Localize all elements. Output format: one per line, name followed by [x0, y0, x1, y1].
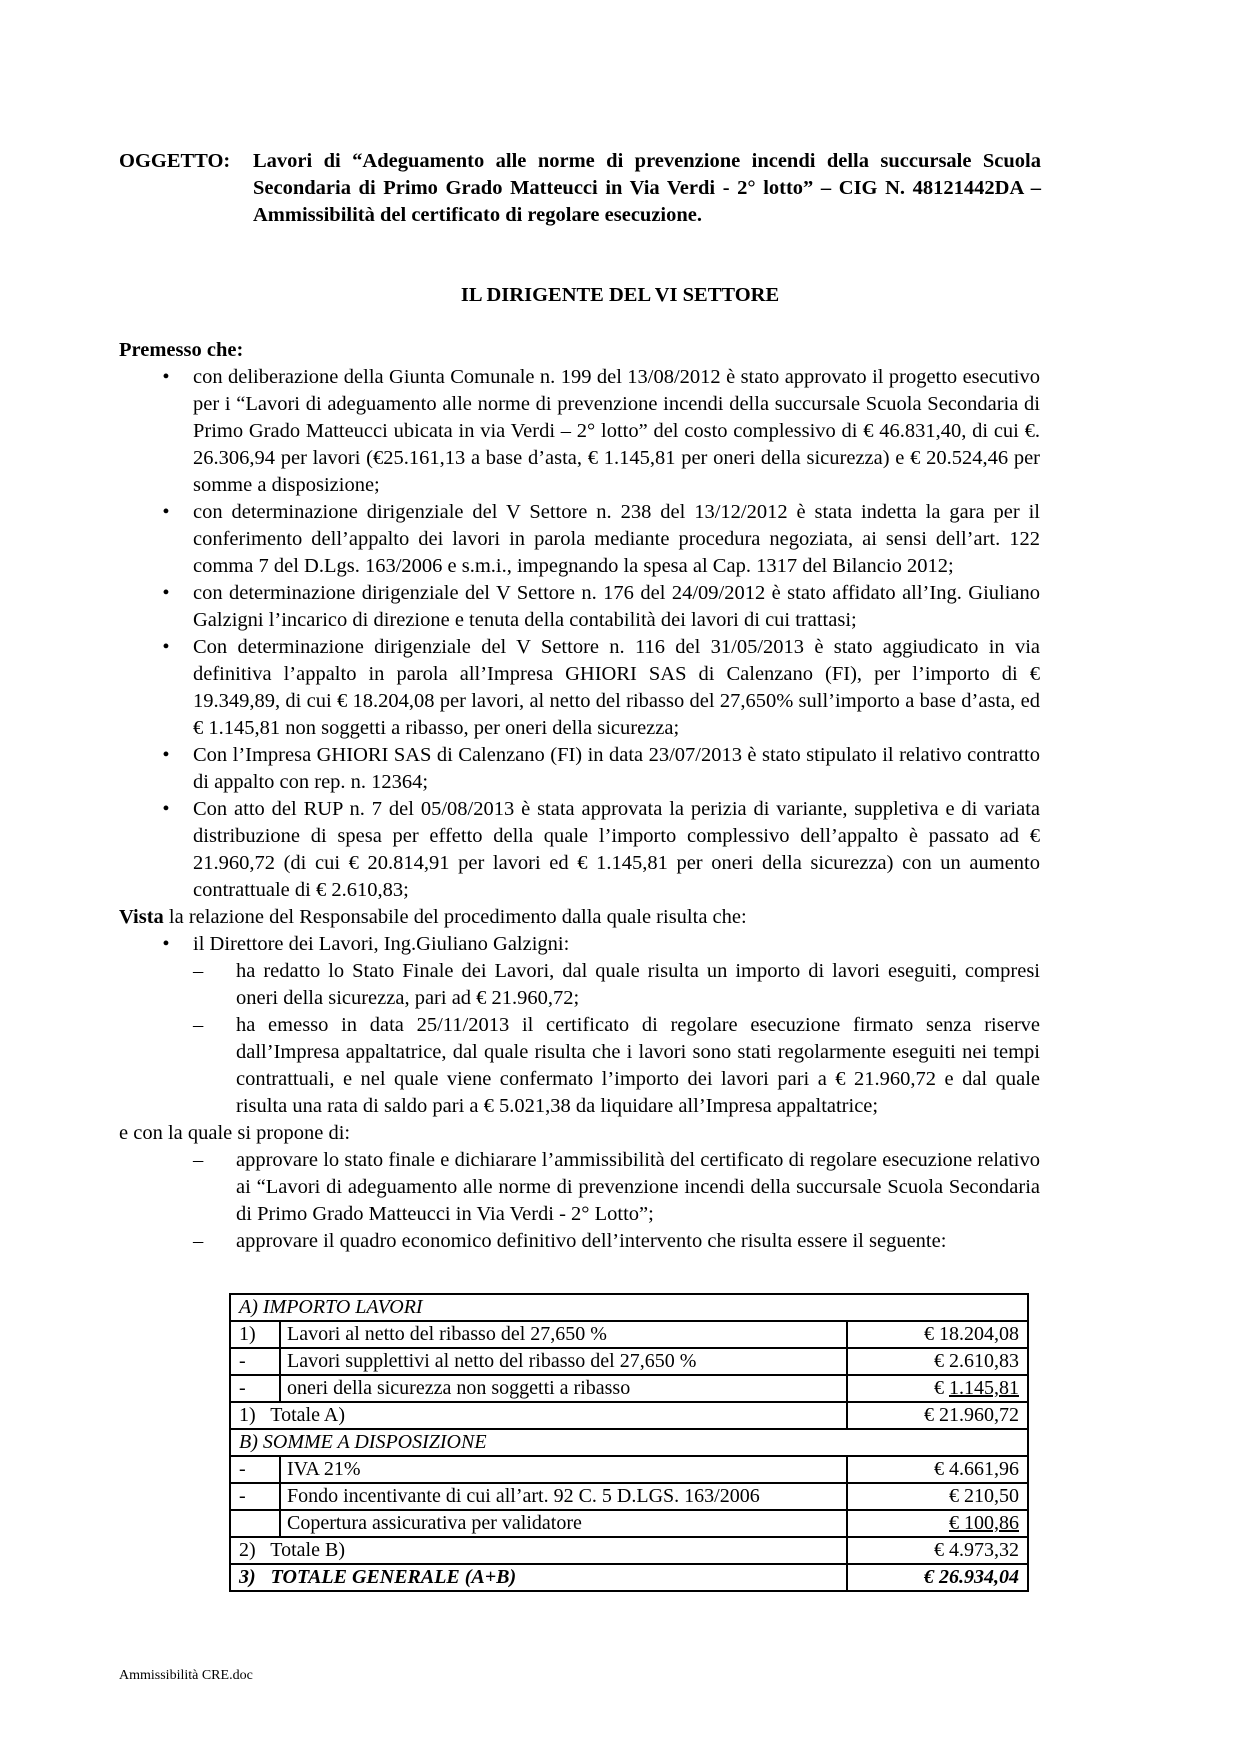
- section-heading: IL DIRIGENTE DEL VI SETTORE: [460, 284, 780, 306]
- bullet-icon: •: [162, 744, 170, 766]
- section-b-title: B) SOMME A DISPOSIZIONE: [230, 1429, 1028, 1456]
- bullet-icon: •: [162, 366, 170, 388]
- total-a-amount: € 21.960,72: [847, 1402, 1028, 1429]
- propone-lead: e con la quale si propone di:: [119, 1122, 351, 1144]
- bullet-icon: •: [162, 798, 170, 820]
- list-item: – approvare lo stato finale e dichiarare l’ammissibilità del certificato di regolare esecuzione relativo ai “Lavori di adeguamento alle norme di prevenzione incendi della succursale Scuola Secondaria di Primo Grado Matteucci in Via Verdi - 2° Lotto”;: [193, 1149, 1040, 1225]
- subject-block: [119, 148, 1041, 229]
- total-a-label: 1) Totale A): [230, 1402, 847, 1429]
- list-item: – ha emesso in data 25/11/2013 il certificato di regolare esecuzione firmato senza riserve dall’Impresa appaltatrice, dal quale risulta che i lavori sono stati regolarmente eseguiti nei tempi contrattuali, e nel quale viene confermato l’importo dei lavori pari a € 21.960,72 e dal quale risulta una rata di saldo pari a € 5.021,38 da liquidare all’Impresa appaltatrice;: [193, 1014, 1040, 1117]
- list-item: • Con atto del RUP n. 7 del 05/08/2013 è stata approvata la perizia di variante, suppletiva e di variata distribuzione di spesa per effetto della quale l’importo complessivo dell’appalto è passato ad € 21.960,72 (di cui € 20.814,91 per lavori ed € 1.145,81 per oneri della sicurezza) con un aumento contrattuale di € 2.610,83;: [119, 796, 1040, 904]
- list-item: – ha redatto lo Stato Finale dei Lavori, dal quale risulta un importo di lavori eseguiti, compresi oneri della sicurezza, pari ad € 21.960,72;: [193, 960, 1040, 1009]
- table-row: - IVA 21% € 4.661,96: [230, 1456, 1028, 1483]
- director-sublist: [193, 958, 1040, 1120]
- vista-paragraph: Vista la relazione del Responsabile del procedimento dalla quale risulta che:: [119, 906, 747, 928]
- section-a-title: A) IMPORTO LAVORI: [230, 1294, 1028, 1321]
- premesso-lead: Premesso che:: [119, 339, 244, 361]
- table-row: 1) Lavori al netto del ribasso del 27,650 % € 18.204,08: [230, 1321, 1028, 1348]
- subtotal-row: [230, 1537, 1028, 1564]
- dash-icon: –: [193, 1014, 204, 1036]
- list-item: • Con determinazione dirigenziale del V Settore n. 116 del 31/05/2013 è stato aggiudicato in via definitiva l’appalto in parola all’Impresa GHIORI SAS di Calenzano (FI), per l’importo di € 19.349,89, di cui € 18.204,08 per lavori, al netto del ribasso del 27,650% sull’importo a base d’asta, ed € 1.145,81 non soggetti a ribasso, per oneri della sicurezza;: [119, 634, 1040, 742]
- vista-lead: Vista: [119, 906, 164, 928]
- subtotal-row: [230, 1402, 1028, 1429]
- dash-icon: –: [193, 1149, 204, 1171]
- total-b-label: 2) Totale B): [230, 1537, 847, 1564]
- list-item: • con deliberazione della Giunta Comunale n. 199 del 13/08/2012 è stato approvato il progetto esecutivo per i “Lavori di adeguamento alle norme di prevenzione incendi della succursale Scuola Secondaria di Primo Grado Matteucci ubicata in via Verdi – 2° lotto” del costo complessivo di € 46.831,40, di cui €. 26.306,94 per lavori (€25.161,13 a base d’asta, € 1.145,81 per oneri della sicurezza) e € 20.524,46 per somme a disposizione;: [119, 364, 1040, 499]
- list-item: • con determinazione dirigenziale del V Settore n. 176 del 24/09/2012 è stato affidato all’Ing. Giuliano Galzigni l’incarico di direzione e tenuta della contabilità dei lavori di cui trattasi;: [119, 580, 1040, 634]
- bullet-icon: •: [162, 501, 170, 523]
- list-item: – approvare il quadro economico definitivo dell’intervento che risulta essere il seguente:: [119, 1228, 1040, 1255]
- subject-label: OGGETTO:: [119, 150, 231, 172]
- grand-total-row: [230, 1564, 1028, 1591]
- footer-filename: Ammissibilità CRE.doc: [119, 1668, 253, 1683]
- document-body: [119, 337, 1040, 1255]
- grand-total-label: 3) TOTALE GENERALE (A+B): [230, 1564, 847, 1591]
- bullet-icon: •: [162, 933, 170, 955]
- bullet-icon: •: [162, 582, 170, 604]
- premesso-list: [119, 364, 1040, 904]
- list-item: • con determinazione dirigenziale del V Settore n. 238 del 13/12/2012 è stata indetta la gara per il conferimento dell’appalto dei lavori in parola mediante procedura negoziata, ai sensi dell’art. 122 comma 7 del D.Lgs. 163/2006 e s.m.i., impegnando la spesa al Cap. 1317 del Bilancio 2012;: [119, 499, 1040, 580]
- table-row: - Lavori supplettivi al netto del ribasso del 27,650 % € 2.610,83: [230, 1348, 1028, 1375]
- table-row: - oneri della sicurezza non soggetti a ribasso € 1.145,81: [230, 1375, 1028, 1402]
- section-row: [230, 1429, 1028, 1456]
- dash-icon: –: [193, 1230, 204, 1252]
- dash-icon: –: [193, 960, 204, 982]
- vista-list: [119, 931, 1040, 1120]
- propone-list: [119, 1147, 1040, 1255]
- section-row: [230, 1294, 1028, 1321]
- list-item: • il Direttore dei Lavori, Ing.Giuliano Galzigni: – ha redatto lo Stato Finale dei Lavori, dal quale risulta un importo di lavori eseguiti, compresi oneri della sicurezza, pari ad € 21.960,72; – ha emesso in data 25/11/2013 il certificato di regolare esecuzione firmato senza riserve dall’Impresa appaltatrice, dal quale risulta che i lavori sono stati regolarmente eseguiti nei tempi contrattuali, e nel quale viene confermato l’importo dei lavori pari a € 21.960,72 e dal quale risulta una rata di saldo pari a € 5.021,38 da liquidare all’Impresa appaltatrice;: [119, 931, 1040, 1120]
- table-row: Copertura assicurativa per validatore € 100,86: [230, 1510, 1028, 1537]
- bullet-icon: •: [162, 636, 170, 658]
- subject-text: Lavori di “Adeguamento alle norme di prevenzione incendi della succursale Scuola Secondaria di Primo Grado Matteucci in Via Verdi - 2° lotto” – CIG N. 48121442DA – Ammissibilità del certificato di regolare esecuzione.: [253, 150, 1041, 226]
- quadro-economico-table: [229, 1293, 1029, 1592]
- list-item: • Con l’Impresa GHIORI SAS di Calenzano (FI) in data 23/07/2013 è stato stipulato il relativo contratto di appalto con rep. n. 12364;: [119, 742, 1040, 796]
- table-row: - Fondo incentivante di cui all’art. 92 C. 5 D.LGS. 163/2006 € 210,50: [230, 1483, 1028, 1510]
- grand-total-amount: € 26.934,04: [847, 1564, 1028, 1591]
- total-b-amount: € 4.973,32: [847, 1537, 1028, 1564]
